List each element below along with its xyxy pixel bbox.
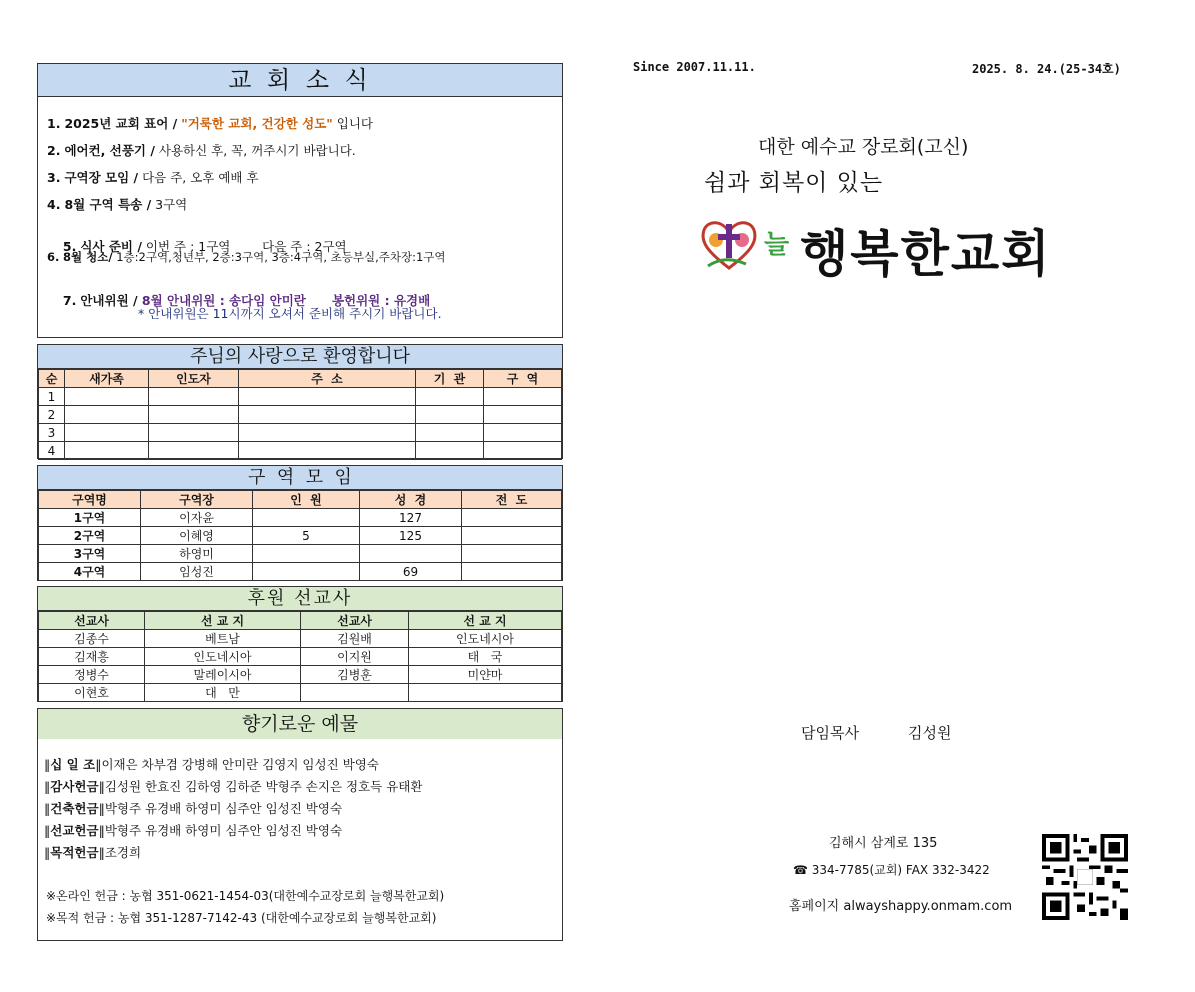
offering-line-thanks: ‖감사헌금‖김성원 한효진 김하영 김하준 박형주 손지은 정호득 유태환	[44, 779, 423, 794]
offering-line-mission: ‖선교헌금‖박형주 유경배 하영미 심주안 임성진 박영숙	[44, 823, 343, 838]
district-col-bible: 성 경	[360, 491, 462, 509]
tagline: 쉼과 회복이 있는	[704, 170, 884, 196]
welcome-title: 주님의 사랑으로 환영합니다	[38, 345, 562, 369]
news-item-6: 6. 8월 청소/ 1층:2구역,청년부, 2층:3구역, 3층:4구역, 초등부실,주차장:1구역	[47, 250, 446, 264]
news-item-1: 1. 2025년 교회 표어 / "거룩한 교회, 건강한 성도" 입니다	[47, 116, 374, 131]
table-row: 김재흥 인도네시아 이지원 태 국	[39, 648, 562, 666]
phone-icon: ☎	[793, 863, 808, 877]
missionary-col-field-2: 선 교 지	[409, 612, 562, 630]
table-row: 김종수 베트남 김원배 인도네시아	[39, 630, 562, 648]
offering-line-purpose: ‖목적헌금‖조경희	[44, 845, 142, 860]
table-row: 1	[39, 388, 562, 406]
missionary-table	[38, 611, 562, 702]
church-phone: ☎ 334-7785(교회) FAX 332-3422	[793, 863, 990, 877]
welcome-table	[38, 369, 562, 460]
church-address: 김해시 삼계로 135	[829, 836, 938, 851]
offering-box	[37, 708, 563, 941]
table-row: 3구역 하영미	[39, 545, 562, 563]
qr-code-icon	[1041, 834, 1129, 920]
purpose-offering-account: ※목적 헌금 : 농협 351-1287-7142-43 (대한예수교장로회 늘행복한교회)	[46, 911, 437, 925]
since-date: Since 2007.11.11.	[633, 60, 756, 74]
district-col-leader: 구역장	[141, 491, 253, 509]
news-item-5: 5. 식사 준비 / 이번 주 : 1구역 다음 주 : 2구역	[62, 239, 347, 254]
table-row: 3	[39, 424, 562, 442]
table-row: 1구역 이자윤 127	[39, 509, 562, 527]
news-item-3: 3. 구역장 모임 / 다음 주, 오후 예배 후	[47, 170, 259, 185]
table-row: 4	[39, 442, 562, 460]
district-box	[37, 465, 563, 581]
welcome-box	[37, 344, 563, 459]
news-item-7: 7. 안내위원 / 8월 안내위원 : 송다임 안미란 봉헌위원 : 유경배	[62, 293, 431, 308]
news-item-2: 2. 에어컨, 선풍기 / 사용하신 후, 꼭, 꺼주시기 바랍니다.	[47, 143, 356, 158]
offering-title: 향기로운 예물	[38, 709, 562, 739]
bulletin-date: 2025. 8. 24.(25-34호)	[972, 62, 1121, 76]
table-row: 2	[39, 406, 562, 424]
offering-line-tithe: ‖십 일 조‖이재은 차부겸 강병해 안미란 김영지 임성진 박영숙	[44, 757, 379, 772]
table-row: 이현호 대 만	[39, 684, 562, 702]
table-row: 2구역 이혜영 5 125	[39, 527, 562, 545]
logo-main-text: 행복한교회	[800, 225, 1052, 283]
table-row: 4구역 임성진 69	[39, 563, 562, 581]
missionary-col-field-1: 선 교 지	[145, 612, 301, 630]
welcome-col-guide: 인도자	[149, 370, 239, 388]
district-col-evangel: 전 도	[462, 491, 562, 509]
district-table	[38, 490, 562, 581]
missionary-box	[37, 586, 563, 702]
welcome-col-num: 순	[39, 370, 65, 388]
news-item-4: 4. 8월 구역 특송 / 3구역	[47, 197, 188, 212]
missionary-col-name-2: 선교사	[301, 612, 409, 630]
church-news-title: 교 회 소 식	[38, 64, 562, 97]
table-row: 정병수 말레이시아 김병훈 미얀마	[39, 666, 562, 684]
denomination: 대한 예수교 장로회(고신)	[758, 136, 969, 158]
church-logo	[698, 212, 1078, 283]
church-homepage: 홈페이지 alwayshappy.onmam.com	[789, 899, 1013, 914]
district-col-people: 인 원	[253, 491, 360, 509]
district-title: 구 역 모 임	[38, 466, 562, 490]
welcome-col-org: 기 관	[416, 370, 484, 388]
welcome-col-newcomer: 새가족	[65, 370, 149, 388]
pastor-name: 김성원	[908, 724, 952, 742]
news-note: * 안내위원은 11시까지 오셔서 준비해 주시기 바랍니다.	[138, 306, 442, 321]
offering-line-building: ‖건축헌금‖박형주 유경배 하영미 심주안 임성진 박영숙	[44, 801, 343, 816]
missionary-title: 후원 선교사	[38, 587, 562, 611]
online-offering-account: ※온라인 헌금 : 농협 351-0621-1454-03(대한예수교장로회 늘행복한교회)	[46, 889, 445, 903]
church-news-box	[37, 63, 563, 338]
pastor-label: 담임목사	[801, 724, 859, 742]
welcome-col-address: 주 소	[239, 370, 416, 388]
missionary-col-name-1: 선교사	[39, 612, 145, 630]
logo-small-text: 늘	[764, 230, 790, 260]
district-col-name: 구역명	[39, 491, 141, 509]
welcome-col-district: 구 역	[484, 370, 562, 388]
heart-cross-icon	[698, 214, 760, 276]
